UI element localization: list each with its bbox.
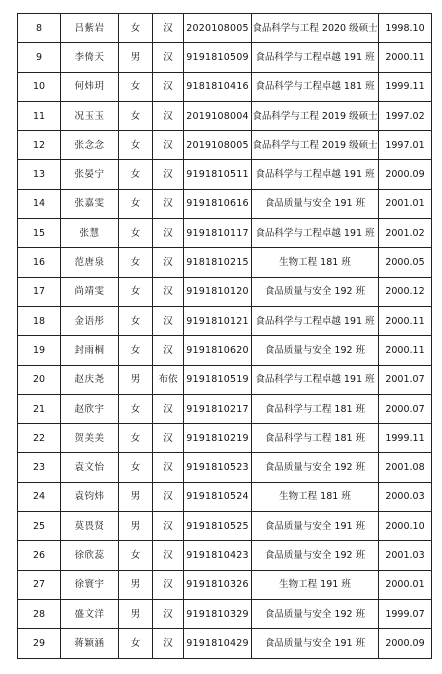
row-number-cell: 20 [18, 365, 61, 394]
birth-date-cell: 1999.07 [379, 599, 432, 628]
class-cell: 食品质量与安全 192 班 [252, 453, 379, 482]
birth-date-cell: 2000.03 [379, 482, 432, 511]
table-row [18, 131, 432, 160]
class-cell: 食品科学与工程 181 班 [252, 424, 379, 453]
row-number-cell: 8 [18, 14, 61, 43]
ethnicity-cell: 布依 [153, 365, 184, 394]
row-number-cell: 26 [18, 541, 61, 570]
birth-date-cell: 2000.11 [379, 306, 432, 335]
student-name-cell: 况玉玉 [61, 101, 119, 130]
birth-date-cell: 2000.11 [379, 336, 432, 365]
birth-date-cell: 1998.10 [379, 14, 432, 43]
roster-body [18, 14, 432, 659]
student-name-cell: 徐寰宇 [61, 570, 119, 599]
ethnicity-cell: 汉 [153, 570, 184, 599]
class-cell: 食品质量与安全 191 班 [252, 512, 379, 541]
ethnicity-cell: 汉 [153, 512, 184, 541]
student-id-cell: 9191810523 [184, 453, 252, 482]
ethnicity-cell: 汉 [153, 541, 184, 570]
class-cell: 食品质量与安全 192 班 [252, 336, 379, 365]
row-number-cell: 10 [18, 72, 61, 101]
student-id-cell: 9191810217 [184, 394, 252, 423]
row-number-cell: 13 [18, 160, 61, 189]
student-roster-table [17, 13, 432, 659]
gender-cell: 女 [119, 101, 153, 130]
table-row [18, 599, 432, 628]
table-row [18, 512, 432, 541]
student-name-cell: 何炜玥 [61, 72, 119, 101]
student-id-cell: 9191810121 [184, 306, 252, 335]
gender-cell: 女 [119, 277, 153, 306]
student-name-cell: 李倚天 [61, 43, 119, 72]
ethnicity-cell: 汉 [153, 72, 184, 101]
row-number-cell: 28 [18, 599, 61, 628]
row-number-cell: 21 [18, 394, 61, 423]
gender-cell: 女 [119, 394, 153, 423]
gender-cell: 男 [119, 365, 153, 394]
row-number-cell: 25 [18, 512, 61, 541]
birth-date-cell: 2000.05 [379, 248, 432, 277]
class-cell: 食品科学与工程卓越 181 班 [252, 72, 379, 101]
row-number-cell: 15 [18, 219, 61, 248]
class-cell: 食品质量与安全 192 班 [252, 277, 379, 306]
birth-date-cell: 2001.08 [379, 453, 432, 482]
gender-cell: 男 [119, 482, 153, 511]
student-id-cell: 9181810416 [184, 72, 252, 101]
gender-cell: 男 [119, 570, 153, 599]
student-id-cell: 9191810620 [184, 336, 252, 365]
student-name-cell: 赵欣宇 [61, 394, 119, 423]
student-name-cell: 徐欣蕊 [61, 541, 119, 570]
student-name-cell: 金语彤 [61, 306, 119, 335]
row-number-cell: 18 [18, 306, 61, 335]
student-id-cell: 9191810219 [184, 424, 252, 453]
student-id-cell: 9191810524 [184, 482, 252, 511]
gender-cell: 女 [119, 629, 153, 658]
ethnicity-cell: 汉 [153, 277, 184, 306]
student-id-cell: 9191810326 [184, 570, 252, 599]
class-cell: 生物工程 181 班 [252, 482, 379, 511]
student-name-cell: 封雨桐 [61, 336, 119, 365]
table-row [18, 14, 432, 43]
ethnicity-cell: 汉 [153, 160, 184, 189]
class-cell: 食品科学与工程 2019 级硕士 [252, 101, 379, 130]
row-number-cell: 29 [18, 629, 61, 658]
student-name-cell: 盛文洋 [61, 599, 119, 628]
student-name-cell: 赵庆尧 [61, 365, 119, 394]
row-number-cell: 19 [18, 336, 61, 365]
class-cell: 生物工程 181 班 [252, 248, 379, 277]
birth-date-cell: 2001.07 [379, 365, 432, 394]
gender-cell: 男 [119, 43, 153, 72]
student-name-cell: 张晏宁 [61, 160, 119, 189]
student-name-cell: 张念念 [61, 131, 119, 160]
student-name-cell: 贺美美 [61, 424, 119, 453]
class-cell: 食品科学与工程卓越 191 班 [252, 43, 379, 72]
student-name-cell: 蒋颖涵 [61, 629, 119, 658]
student-id-cell: 9191810120 [184, 277, 252, 306]
class-cell: 食品科学与工程卓越 191 班 [252, 219, 379, 248]
student-id-cell: 9191810525 [184, 512, 252, 541]
birth-date-cell: 2000.09 [379, 160, 432, 189]
table-row [18, 629, 432, 658]
gender-cell: 女 [119, 219, 153, 248]
ethnicity-cell: 汉 [153, 189, 184, 218]
birth-date-cell: 1999.11 [379, 424, 432, 453]
class-cell: 生物工程 191 班 [252, 570, 379, 599]
ethnicity-cell: 汉 [153, 394, 184, 423]
row-number-cell: 23 [18, 453, 61, 482]
gender-cell: 女 [119, 541, 153, 570]
ethnicity-cell: 汉 [153, 424, 184, 453]
birth-date-cell: 2000.11 [379, 43, 432, 72]
table-row [18, 219, 432, 248]
student-name-cell: 尚靖雯 [61, 277, 119, 306]
student-name-cell: 袁文怡 [61, 453, 119, 482]
birth-date-cell: 2001.03 [379, 541, 432, 570]
ethnicity-cell: 汉 [153, 599, 184, 628]
ethnicity-cell: 汉 [153, 336, 184, 365]
gender-cell: 女 [119, 248, 153, 277]
student-name-cell: 范唐泉 [61, 248, 119, 277]
student-id-cell: 9181810215 [184, 248, 252, 277]
student-id-cell: 9191810423 [184, 541, 252, 570]
table-row [18, 306, 432, 335]
table-row [18, 248, 432, 277]
gender-cell: 男 [119, 599, 153, 628]
birth-date-cell: 2000.01 [379, 570, 432, 599]
ethnicity-cell: 汉 [153, 482, 184, 511]
class-cell: 食品科学与工程卓越 191 班 [252, 365, 379, 394]
student-id-cell: 9191810511 [184, 160, 252, 189]
student-id-cell: 9191810519 [184, 365, 252, 394]
row-number-cell: 24 [18, 482, 61, 511]
class-cell: 食品科学与工程卓越 191 班 [252, 306, 379, 335]
birth-date-cell: 2000.09 [379, 629, 432, 658]
student-id-cell: 2019108005 [184, 131, 252, 160]
birth-date-cell: 1997.01 [379, 131, 432, 160]
student-id-cell: 9191810616 [184, 189, 252, 218]
table-row [18, 482, 432, 511]
table-row [18, 72, 432, 101]
student-name-cell: 张慧 [61, 219, 119, 248]
gender-cell: 女 [119, 336, 153, 365]
class-cell: 食品科学与工程 2020 级硕士 [252, 14, 379, 43]
table-row [18, 453, 432, 482]
ethnicity-cell: 汉 [153, 131, 184, 160]
ethnicity-cell: 汉 [153, 43, 184, 72]
ethnicity-cell: 汉 [153, 453, 184, 482]
student-id-cell: 9191810429 [184, 629, 252, 658]
class-cell: 食品质量与安全 191 班 [252, 629, 379, 658]
row-number-cell: 27 [18, 570, 61, 599]
table-row [18, 160, 432, 189]
table-row [18, 101, 432, 130]
ethnicity-cell: 汉 [153, 14, 184, 43]
row-number-cell: 11 [18, 101, 61, 130]
table-row [18, 570, 432, 599]
gender-cell: 女 [119, 424, 153, 453]
table-row [18, 394, 432, 423]
table-row [18, 336, 432, 365]
ethnicity-cell: 汉 [153, 306, 184, 335]
table-row [18, 43, 432, 72]
class-cell: 食品科学与工程卓越 191 班 [252, 160, 379, 189]
table-row [18, 189, 432, 218]
row-number-cell: 12 [18, 131, 61, 160]
row-number-cell: 9 [18, 43, 61, 72]
gender-cell: 女 [119, 189, 153, 218]
student-id-cell: 9191810117 [184, 219, 252, 248]
class-cell: 食品科学与工程 2019 级硕士 [252, 131, 379, 160]
student-name-cell: 张嘉雯 [61, 189, 119, 218]
student-id-cell: 2019108004 [184, 101, 252, 130]
student-name-cell: 莫畏贤 [61, 512, 119, 541]
student-id-cell: 2020108005 [184, 14, 252, 43]
birth-date-cell: 1999.11 [379, 72, 432, 101]
class-cell: 食品科学与工程 181 班 [252, 394, 379, 423]
row-number-cell: 16 [18, 248, 61, 277]
birth-date-cell: 2000.10 [379, 512, 432, 541]
gender-cell: 女 [119, 14, 153, 43]
birth-date-cell: 2000.07 [379, 394, 432, 423]
student-id-cell: 9191810509 [184, 43, 252, 72]
class-cell: 食品质量与安全 191 班 [252, 189, 379, 218]
gender-cell: 男 [119, 512, 153, 541]
table-row [18, 365, 432, 394]
class-cell: 食品质量与安全 192 班 [252, 599, 379, 628]
ethnicity-cell: 汉 [153, 629, 184, 658]
table-row [18, 424, 432, 453]
table-row [18, 277, 432, 306]
row-number-cell: 14 [18, 189, 61, 218]
row-number-cell: 17 [18, 277, 61, 306]
class-cell: 食品质量与安全 192 班 [252, 541, 379, 570]
gender-cell: 女 [119, 453, 153, 482]
birth-date-cell: 1997.02 [379, 101, 432, 130]
student-name-cell: 袁钧炜 [61, 482, 119, 511]
student-name-cell: 吕紫岩 [61, 14, 119, 43]
birth-date-cell: 2001.01 [379, 189, 432, 218]
student-id-cell: 9191810329 [184, 599, 252, 628]
gender-cell: 女 [119, 131, 153, 160]
gender-cell: 女 [119, 306, 153, 335]
table-row [18, 541, 432, 570]
gender-cell: 女 [119, 72, 153, 101]
birth-date-cell: 2000.12 [379, 277, 432, 306]
ethnicity-cell: 汉 [153, 219, 184, 248]
birth-date-cell: 2001.02 [379, 219, 432, 248]
ethnicity-cell: 汉 [153, 101, 184, 130]
ethnicity-cell: 汉 [153, 248, 184, 277]
row-number-cell: 22 [18, 424, 61, 453]
gender-cell: 女 [119, 160, 153, 189]
